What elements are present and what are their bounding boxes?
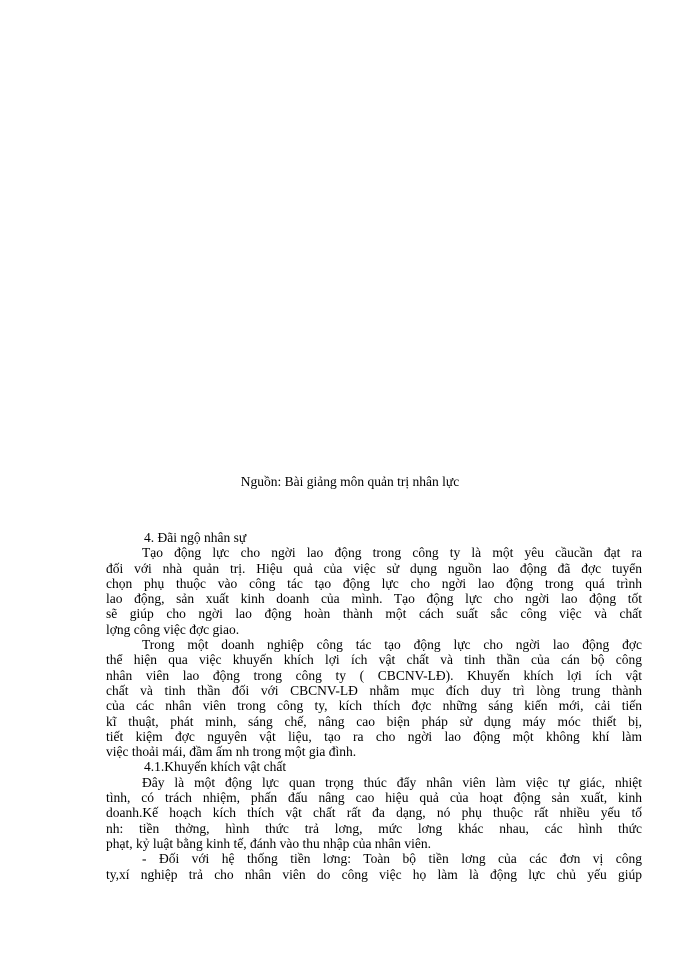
- text-line: của các nhân viên trong công ty, kích thích đợc những sáng kiến mới, cải tiến: [106, 698, 642, 714]
- text-line: doanh.Kế hoạch kích thích vật chất rất đa dạng, nó phụ thuộc rất nhiều yếu tố: [106, 805, 642, 821]
- text-line: nh: tiền thởng, hình thức trả lơng, mức lơng khác nhau, các hình thức: [106, 820, 642, 836]
- text-line: tình, có trách nhiệm, phấn đấu nâng cao hiệu quả của hoạt động sản xuất, kinh: [106, 790, 642, 806]
- text-line: chọn phụ thuộc vào công tác tạo động lực cho ngời lao động trong quá trình: [106, 575, 642, 591]
- source-note: Nguồn: Bài giảng môn quản trị nhân lực: [240, 474, 460, 489]
- text-line: đối với nhà quản trị. Hiệu quả của việc sử dụng nguồn lao động đã đợc tuyển: [106, 560, 642, 576]
- body-text: [106, 530, 642, 882]
- text-line: - Đối với hệ thống tiền lơng: Toàn bộ tiền lơng của các đơn vị công: [142, 851, 642, 867]
- text-line: Trong một doanh nghiệp công tác tạo động lực cho ngời lao động đợc: [142, 637, 642, 653]
- text-line: Tạo động lực cho ngời lao động trong công ty là một yêu cầucần đạt ra: [142, 545, 642, 561]
- text-line: tiết kiệm đợc nguyên vật liệu, tạo ra cho ngời lao động một không khí làm: [106, 728, 642, 744]
- text-line: Đây là một động lực quan trọng thúc đẩy nhân viên làm việc tự giác, nhiệt: [142, 774, 642, 790]
- text-line: nhân viên lao động trong công ty ( CBCNV-LĐ). Khuyến khích lợi ích vật: [106, 667, 642, 683]
- text-line: sẽ giúp cho ngời lao động hoàn thành một cách suất sắc công việc và chất: [106, 606, 642, 622]
- text-line: lao động, sản xuất kinh doanh của mình. Tạo động lực cho ngời lao động tốt: [106, 591, 642, 607]
- text-line: 4. Đãi ngộ nhân sự: [144, 530, 247, 545]
- text-line: việc thoải mái, đầm ấm nh trong một gia đình.: [106, 744, 357, 760]
- text-line: 4.1.Khuyến khích vật chất: [144, 759, 287, 775]
- text-line: chất và tinh thần đối với CBCNV-LĐ nhằm mục đích duy trì lòng trung thành: [106, 682, 642, 698]
- text-line: ty,xí nghiệp trả cho nhân viên do công việc họ làm là động lực chủ yếu giúp: [106, 866, 642, 882]
- text-line: kĩ thuật, phát minh, sáng chế, nâng cao biện pháp sử dụng máy móc thiết bị,: [106, 713, 642, 729]
- text-line: lợng công việc đợc giao.: [106, 621, 240, 637]
- text-line: thể hiện qua việc khuyến khích lợi ích vật chất và tinh thần của cán bộ công: [106, 652, 642, 668]
- text-line: phạt, kỷ luật bằng kinh tế, đánh vào thu nhập của nhân viên.: [106, 835, 432, 851]
